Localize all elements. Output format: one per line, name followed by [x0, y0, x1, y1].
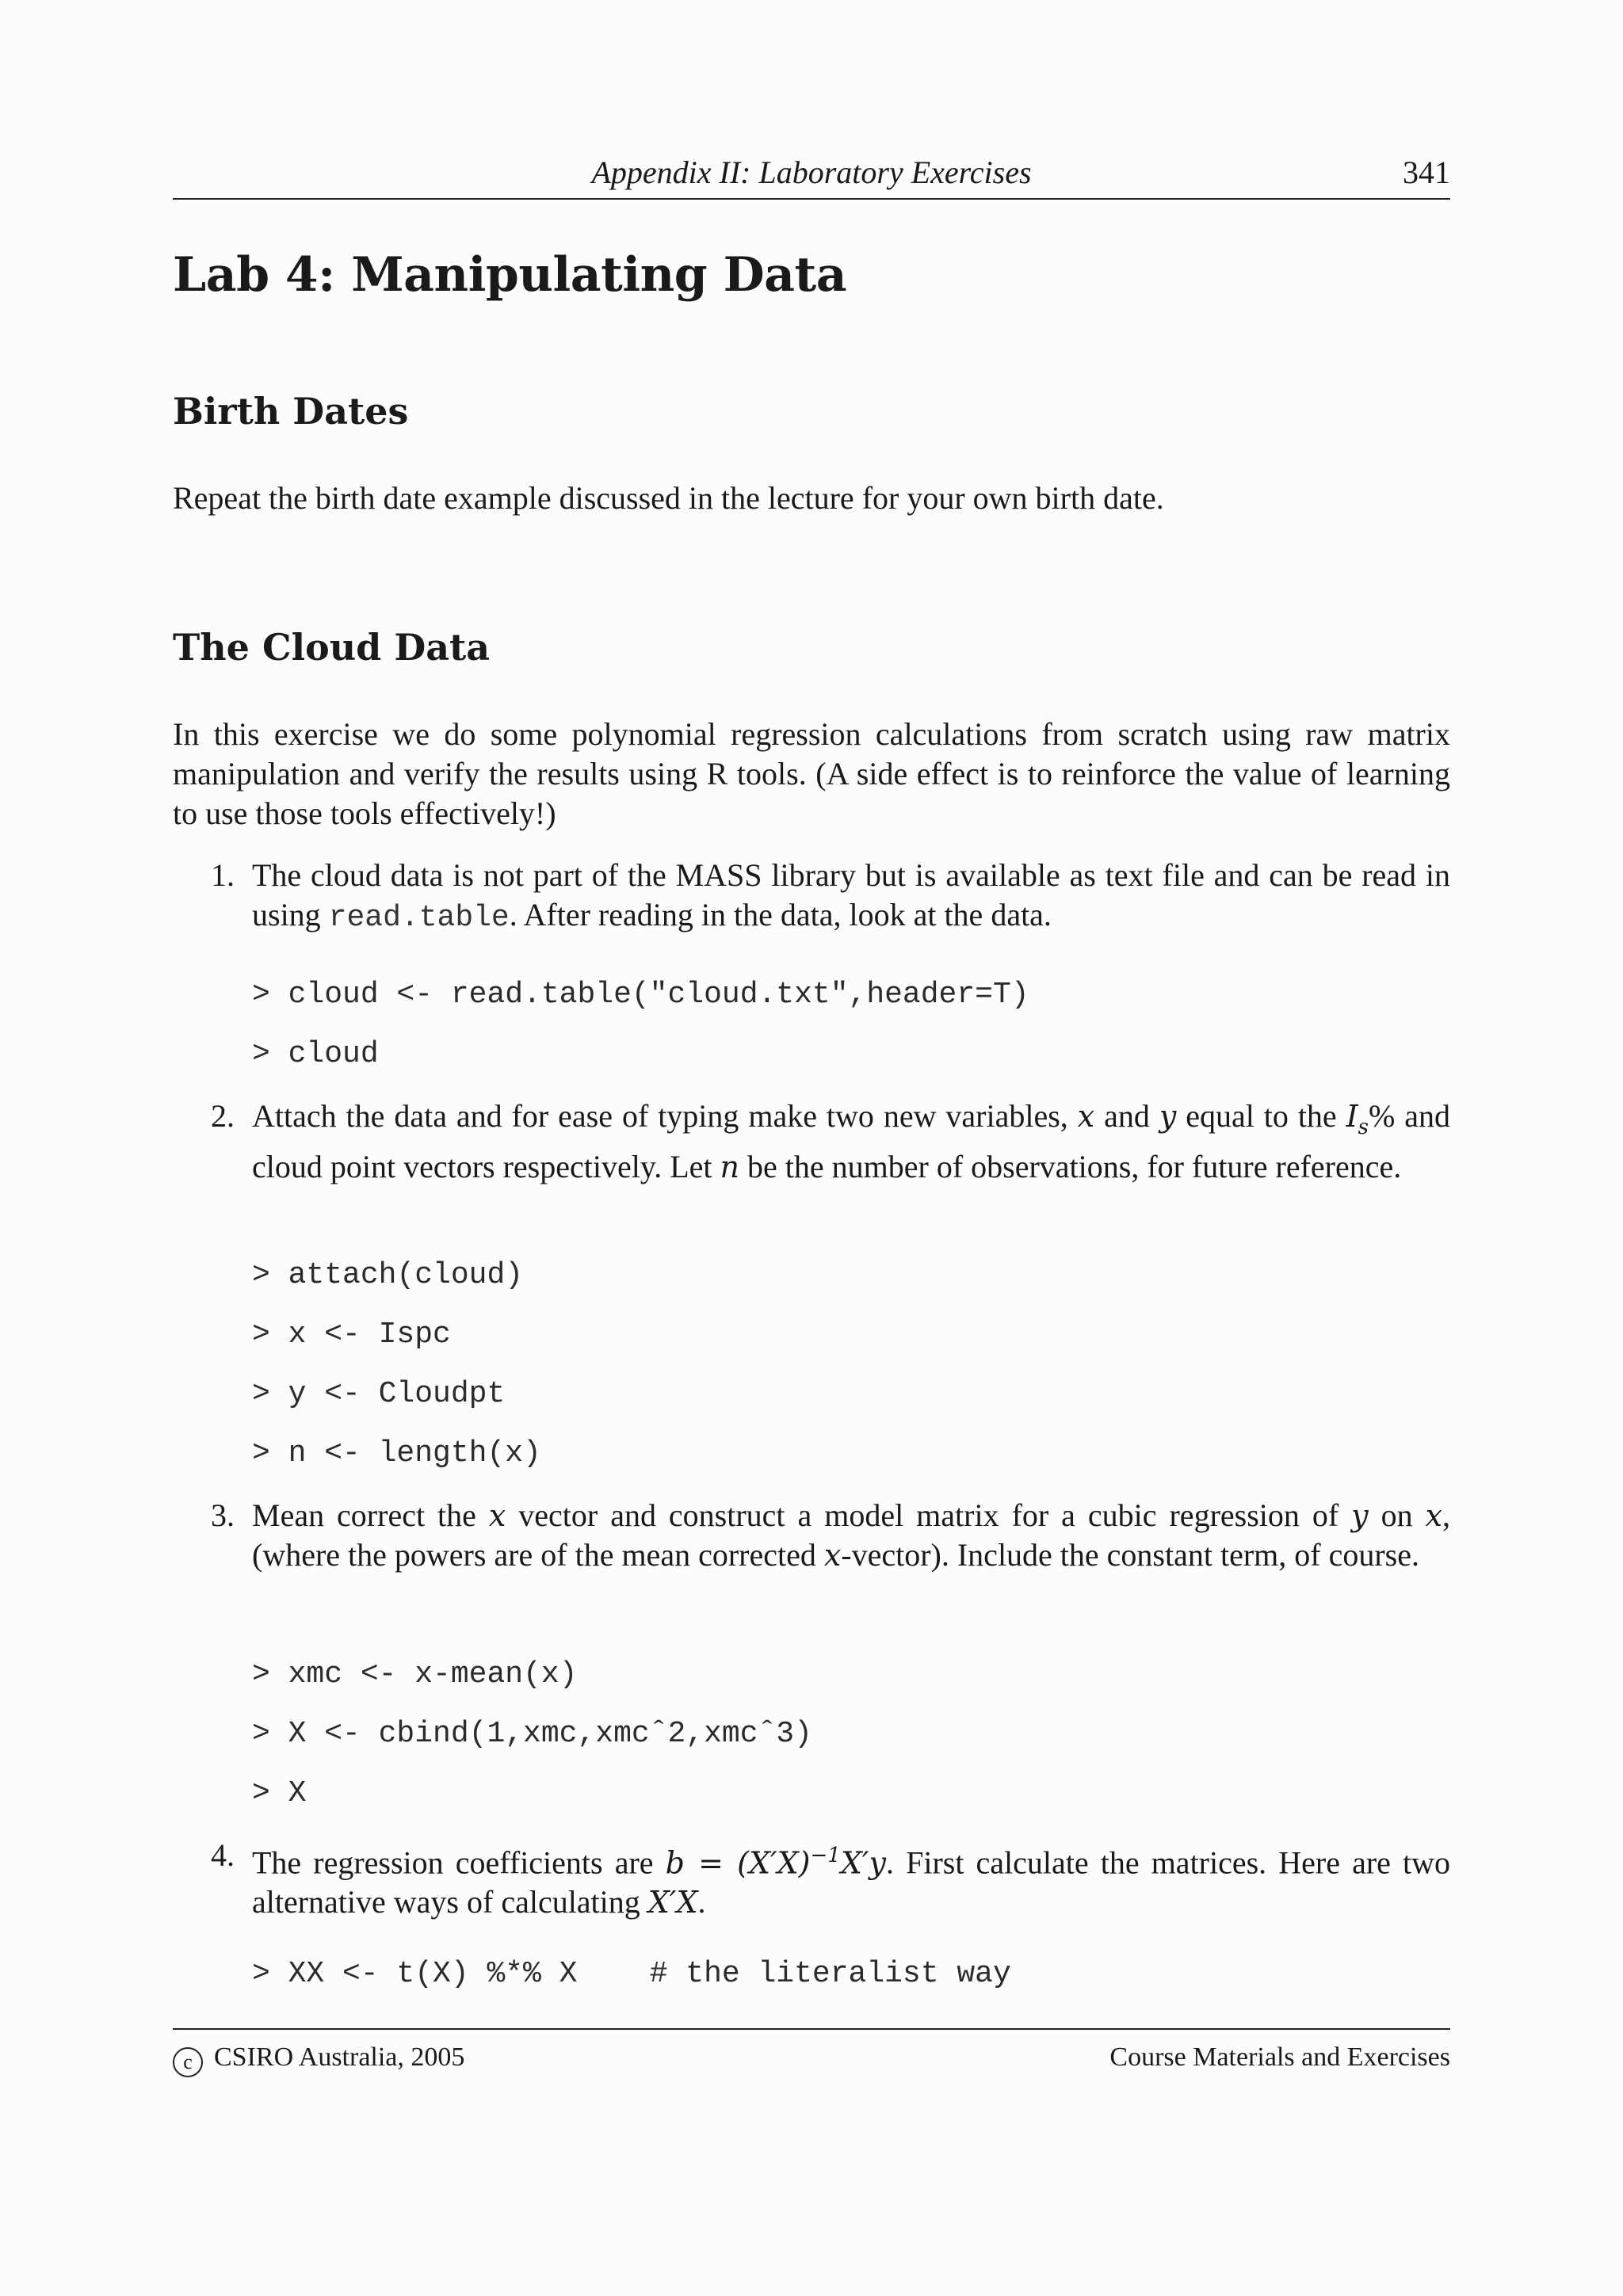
code-line: > cloud	[252, 1037, 379, 1071]
math-var-x: x	[823, 1538, 842, 1573]
list-item-4	[211, 1836, 1450, 1922]
item-text: and	[1094, 1098, 1159, 1134]
code-line: > cloud <- read.table("cloud.txt",header=T)	[252, 978, 1029, 1012]
item-text: , (where the powers are of the mean corrected	[252, 1497, 1451, 1573]
heading-cloud-data: The Cloud Data	[173, 626, 491, 669]
math-var-x: x	[488, 1498, 506, 1533]
birth-dates-text: Repeat the birth date example discussed in the lecture for your own birth date.	[173, 480, 1164, 516]
cloud-data-intro: In this exercise we do some polynomial regression calculations from scratch using raw matrix manipulation and verify the results using R tools. (A side effect is to reinforce the value of learning to use those tools effectively!)	[173, 716, 1450, 831]
code-line: > attach(cloud)	[252, 1258, 524, 1292]
item-text: Attach the data and for ease of typing make two new variables,	[252, 1098, 1078, 1134]
math-subscript: s	[1358, 1116, 1369, 1139]
footer-right-text: Course Materials and Exercises	[1109, 2042, 1450, 2072]
item-text: -vector). Include the constant term, of course.	[841, 1537, 1419, 1573]
footer-rule	[173, 2028, 1450, 2030]
math-var-n: n	[720, 1150, 740, 1184]
math-formula: X′X	[647, 1885, 698, 1920]
math-var-x: x	[1077, 1099, 1095, 1134]
code-line: > y <- Cloudpt	[252, 1377, 506, 1411]
running-head-section: Appendix II: Laboratory Exercises	[591, 154, 1032, 190]
copyright-icon: c	[173, 2047, 203, 2077]
math-var-y: y	[1351, 1498, 1369, 1533]
item-text: equal to the	[1176, 1098, 1346, 1134]
item-text: The regression coefficients are	[252, 1844, 666, 1881]
item-text: The cloud data is not part of the MASS library but is available as text file and can be read in using	[252, 857, 1450, 933]
math-superscript: −1	[810, 1844, 841, 1867]
footer-left-text: CSIRO Australia, 2005	[214, 2042, 465, 2072]
code-line: > xmc <- x-mean(x)	[252, 1657, 578, 1691]
math-var-y: y	[1159, 1099, 1177, 1134]
footer-copyright	[173, 2042, 464, 2077]
code-line: > x <- Ispc	[252, 1318, 451, 1352]
list-number: 2.	[211, 1098, 235, 1134]
list-number: 1.	[211, 857, 235, 893]
item-text: . After reading in the data, look at the data.	[509, 897, 1052, 933]
code-line: > X	[252, 1776, 307, 1810]
math-var-is: I	[1346, 1099, 1358, 1134]
item-text: .	[697, 1884, 706, 1920]
list-item-2	[211, 1097, 1450, 1187]
lab-title: Lab 4: Manipulating Data	[173, 247, 847, 303]
math-formula: b = (X′X)	[665, 1845, 811, 1881]
page	[173, 0, 1450, 2296]
item-text: be the number of observations, for future reference.	[739, 1149, 1402, 1184]
code-line: > n <- length(x)	[252, 1436, 541, 1470]
code-line: > XX <- t(X) %*% X # the literalist way	[252, 1957, 1011, 1991]
list-item-1	[211, 856, 1450, 938]
math-formula: X′y	[840, 1845, 886, 1881]
heading-birth-dates: Birth Dates	[173, 390, 409, 433]
list-number: 3.	[211, 1497, 235, 1533]
page-number: 341	[1403, 154, 1450, 190]
item-text: vector and construct a model matrix for a cubic regression of	[506, 1497, 1352, 1533]
item-text: on	[1368, 1497, 1426, 1533]
math-var-x: x	[1425, 1498, 1443, 1533]
item-text: . First calculate the matrices. Here are two alternative ways of calculating	[252, 1844, 1450, 1920]
code-line: > X <- cbind(1,xmc,xmcˆ2,xmcˆ3)	[252, 1717, 812, 1751]
running-head	[173, 154, 1450, 200]
list-number: 4.	[211, 1837, 235, 1873]
list-item-3	[211, 1496, 1451, 1575]
item-text: % and cloud point vectors respectively. Let	[252, 1098, 1450, 1184]
item-text: Mean correct the	[252, 1497, 489, 1533]
inline-code: read.table	[328, 901, 510, 935]
